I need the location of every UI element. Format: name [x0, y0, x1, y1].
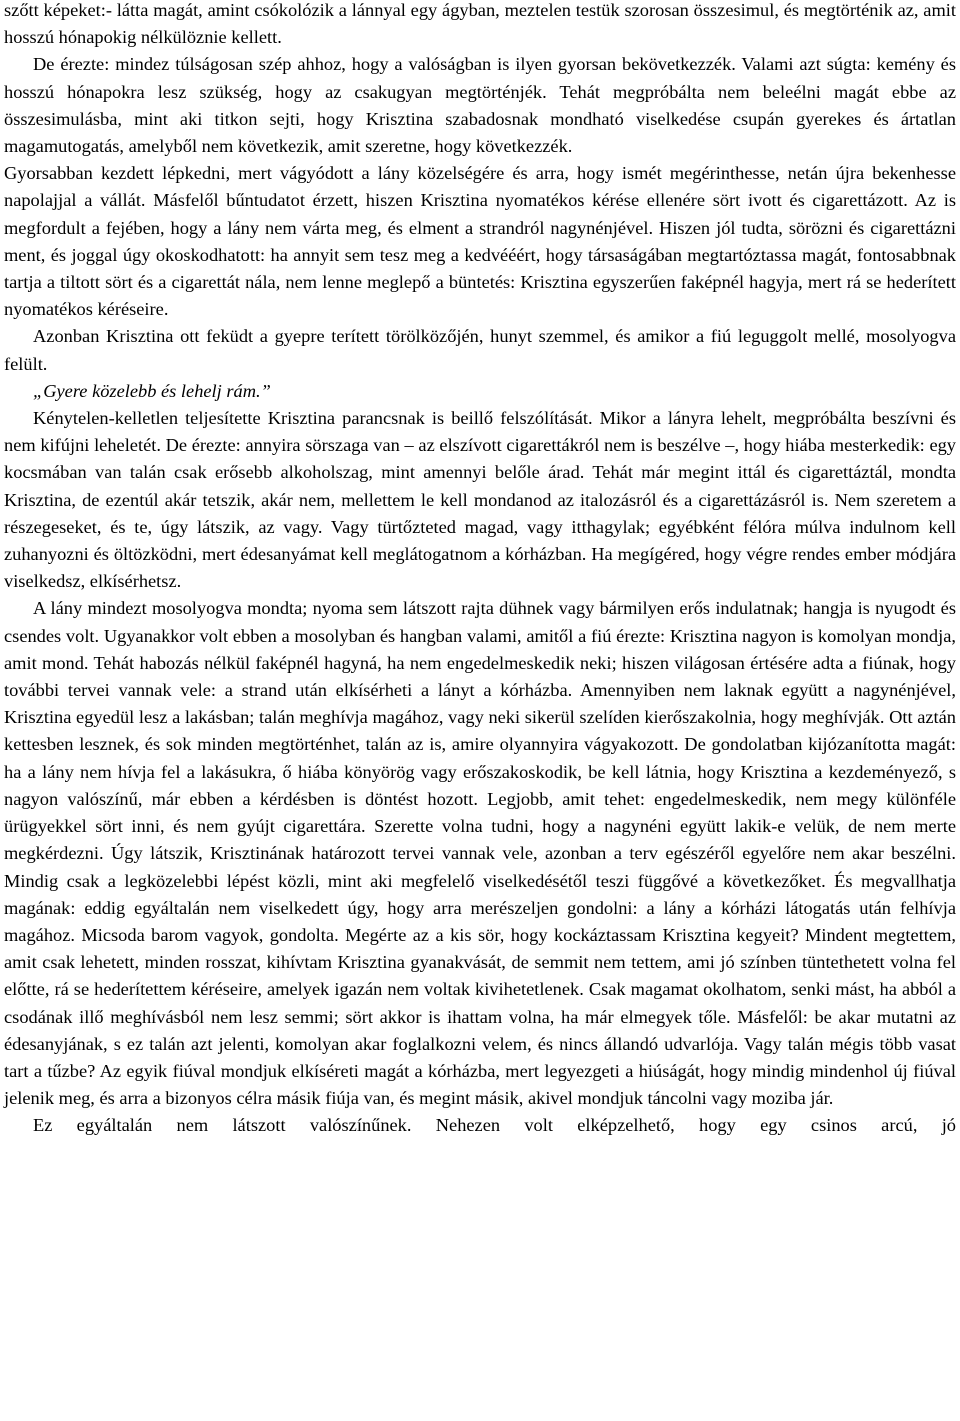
paragraph: Kénytelen-kelletlen teljesítette Krisztina parancsnak is beillő felszólítását. Mikor a lányra lehelt, megpróbálta beszívni és nem kifújni leheletét. De érezte: annyira sörszaga van – az elszívott cigarettákról nem is beszélve –, hogy hiába mesterkedik: egy kocsmában van talán csak erősebb alkoholszag, mint amennyi belőle árad. Tehát már megint ittál és cigarettáztál, mondta Krisztina, de ezentúl akár tetszik, akár nem, mellettem le kell mondanod az italozásról és a cigarettázásról is. Nem szeretem a részegeseket, és te, úgy látszik, az vagy. Vagy türtőzteted magad, vagy itthagylak; egyébként félóra múlva indulnom kell zuhanyozni és öltözködni, mert édesanyámat kell meglátogatnom a kórházban. Ha megígéred, hogy végre rendes ember módjára viselkedsz, elkísérhetsz.: [4, 408, 956, 592]
paragraph-continued: Ez egyáltalán nem látszott valószínűnek. Nehezen volt elképzelhető, hogy egy csinos arcú, jó: [33, 1115, 956, 1136]
paragraph: A lány mindezt mosolyogva mondta; nyoma sem látszott rajta dühnek vagy bármilyen erős indulatnak; hangja is nyugodt és csendes volt. Ugyanakkor volt ebben a mosolyban és hangban valami, amitől a fiú érezte: Krisztina nagyon is komolyan mondja, amit mond. Tehát habozás nélkül faképnél hagyná, ha nem engedelmeskedik neki; hiszen világosan értésére adta a fiúnak, hogy további tervei vannak vele: a strand után elkísérheti a lányt a kórházba. Amennyiben nem laknak együtt a nagynénjével, Krisztina egyedül lesz a lakásban; talán meghívja magához, vagy neki sikerül szelíden kierőszakolnia, hogy meghívják. Ott aztán kettesben lesznek, és sok minden megtörténhet, talán az is, amire olyannyira vágyakozott. De gondolatban kijózanította magát: ha a lány nem hívja fel a lakásukra, ő hiába könyörög vagy erőszakoskodik, be kell látnia, hogy Krisztina a kezdeményező, s nagyon valószínű, már ebben a kérdésben is döntést hozott. Legjobb, amit tehet: engedelmeskedik, nem megy különféle ürügyekkel sört inni, és nem gyújt cigarettára. Szerette volna tudni, hogy a nagynéni együtt lakik-e velük, de nem merte megkérdezni. Úgy látszik, Krisztinának határozott tervei vannak vele, azonban a terv egészéről egyelőre nem akar beszélni. Mindig csak a legközelebbi lépést közli, mint aki megfelelő viselkedésétől teszi függővé a következőket. És megvallhatja magának: eddig egyáltalán nem viselkedett úgy, hogy arra merészeljen gondolni: a lány a kórházi látogatás után felhívja magához. Micsoda barom vagyok, gondolta. Megérte az a kis sör, hogy kockáztassam Krisztina kegyeit? Mindent megtettem, amit csak lehetett, minden rosszat, kihívtam Krisztina gyanakvását, de semmit nem tettem, ami jó színben tüntethetett volna fel előtte, rá se hederítettem kéréseire, amelyek igazán nem voltak kivihetetlenek. Csak magamat okolhatom, senki mást, ha abból a csodának illő meghívásból nem lesz semmi; sört akkor is ihattam volna, ha már elmegyek tőle. Másfelől: be akar mutatni az édesanyjának, s ez talán azt jelenti, komolyan akar foglalkozni velem, és nincs állandó udvarlója. Vagy talán mégis több vasat tart a tűzbe? Az egyik fiúval mondjuk elkíséreti magát a kórházba, mert legyezgeti a hiúságát, hogy mindig mindenhol új fiúval jelenik meg, és arra a bizonyos célra másik fiúja van, és megint másik, akivel mondjuk táncolni vagy moziba jár.: [4, 598, 956, 1109]
paragraph: Azonban Krisztina ott feküdt a gyepre terített törölközőjén, hunyt szemmel, és amikor a fiú leguggolt mellé, mosolyogva felült.: [4, 326, 956, 374]
paragraph: De érezte: mindez túlságosan szép ahhoz, hogy a valóságban is ilyen gyorsan bekövetkezzék. Valami azt súgta: kemény és hosszú hónapokra lesz szükség, hogy az csakugyan megtörténjék. Tehát megpróbálta nem beleélni magát ebbe az összesimulásba, mint aki titkon sejti, hogy Krisztina szabadosnak mondható viselkedése csupán gyerekes és ártatlan magamutogatás, amelyből nem következik, amit szeretne, hogy következzék.: [4, 54, 956, 157]
paragraph: szőtt képeket:- látta magát, amint csókolózik a lánnyal egy ágyban, meztelen testük szorosan összesimul, és megtörténik az, amit hosszú hónapokig nélkülöznie kellett.: [4, 0, 956, 48]
paragraph: Gyorsabban kezdett lépkedni, mert vágyódott a lány közelségére és arra, hogy ismét megérinthesse, netán újra bekenhesse napolajjal a vállát. Másfelől bűntudatot érzett, hiszen Krisztina nyomatékos kérése ellenére sört ivott és cigarettázott. Az is megfordult a fejében, hogy a lány nem várta meg, és elment a strandról nagynénjével. Hiszen jól tudta, sörözni és cigarettázni ment, és joggal úgy okoskodhatott: ha annyit sem tesz meg a kedvééért, hogy társaságában megtartóztassa magát, fontosabbnak tartja a tiltott sört és a cigarettát nála, nem lenne meglepő a büntetés: Krisztina egyszerűen faképnél hagyja, mert rá se hederített nyomatékos kéréseire.: [4, 163, 956, 320]
quoted-line: „Gyere közelebb és lehelj rám.”: [33, 380, 271, 401]
